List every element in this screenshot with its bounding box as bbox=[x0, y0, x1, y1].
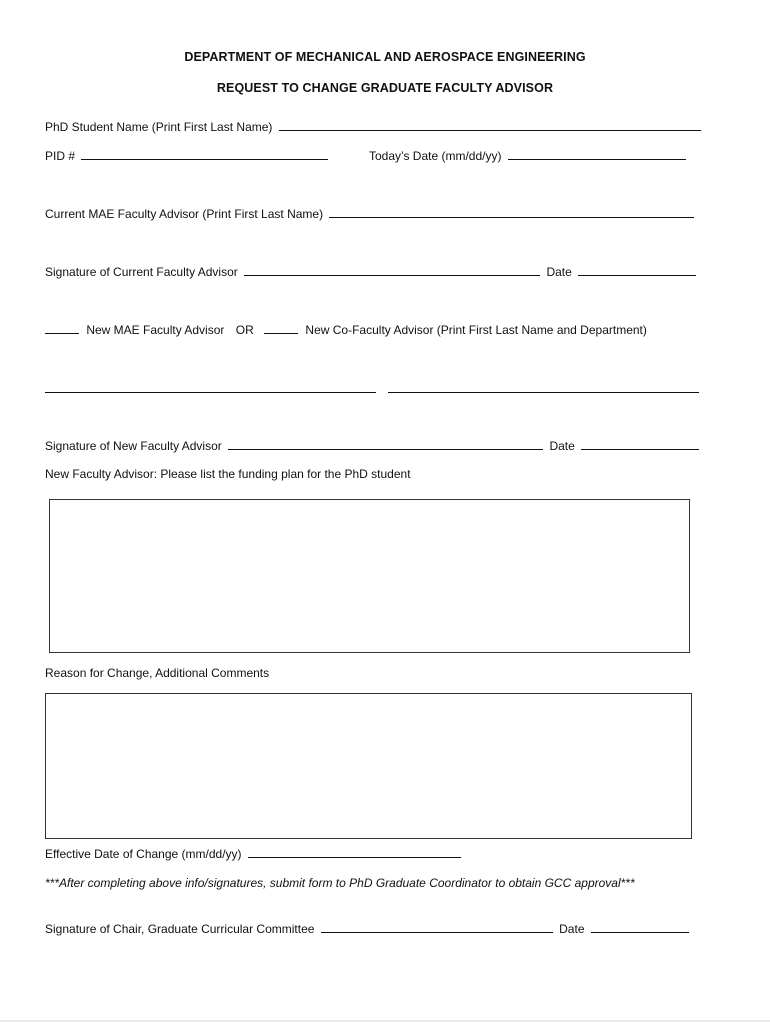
chair-signature-date-label: Date bbox=[559, 922, 585, 936]
new-signature-date-field[interactable] bbox=[581, 438, 699, 450]
chair-signature-date-field[interactable] bbox=[591, 921, 689, 933]
student-name-row bbox=[45, 119, 701, 134]
new-advisor-option-label: New MAE Faculty Advisor bbox=[86, 323, 225, 337]
or-label: OR bbox=[235, 323, 254, 337]
current-signature-date-label: Date bbox=[546, 265, 572, 279]
form-title: REQUEST TO CHANGE GRADUATE FACULTY ADVISOR bbox=[216, 81, 554, 95]
new-advisor-options-row bbox=[45, 322, 647, 337]
todays-date-field[interactable] bbox=[508, 148, 686, 160]
reason-label: Reason for Change, Additional Comments bbox=[45, 666, 270, 680]
effective-date-label: Effective Date of Change (mm/dd/yy) bbox=[45, 847, 242, 861]
current-signature-field[interactable] bbox=[244, 264, 540, 276]
student-name-label: PhD Student Name (Print First Last Name) bbox=[45, 120, 273, 134]
co-advisor-checkbox[interactable] bbox=[264, 322, 298, 334]
current-advisor-row bbox=[45, 206, 694, 221]
chair-signature-row bbox=[45, 921, 689, 936]
todays-date-row bbox=[369, 148, 686, 163]
new-signature-date-label: Date bbox=[549, 439, 575, 453]
new-signature-label: Signature of New Faculty Advisor bbox=[45, 439, 222, 453]
submission-instruction: ***After completing above info/signatures, submit form to PhD Graduate Coordinator to obtain GCC approval*** bbox=[45, 876, 635, 890]
new-advisor-department-field[interactable] bbox=[388, 392, 699, 393]
current-signature-label: Signature of Current Faculty Advisor bbox=[45, 265, 238, 279]
new-signature-field[interactable] bbox=[228, 438, 543, 450]
chair-signature-label: Signature of Chair, Graduate Curricular Committee bbox=[45, 922, 315, 936]
effective-date-field[interactable] bbox=[248, 846, 461, 858]
current-signature-date-field[interactable] bbox=[578, 264, 696, 276]
todays-date-label: Today’s Date (mm/dd/yy) bbox=[369, 149, 502, 163]
new-signature-row bbox=[45, 438, 699, 453]
student-name-field[interactable] bbox=[279, 119, 701, 131]
current-advisor-label: Current MAE Faculty Advisor (Print First Last Name) bbox=[45, 207, 324, 221]
current-signature-row bbox=[45, 264, 696, 279]
current-advisor-field[interactable] bbox=[329, 206, 694, 218]
pid-label: PID # bbox=[45, 149, 76, 163]
new-advisor-name-field[interactable] bbox=[45, 392, 376, 393]
page-bottom-edge bbox=[0, 1020, 770, 1022]
funding-plan-textbox[interactable] bbox=[49, 499, 690, 653]
effective-date-row bbox=[45, 846, 461, 861]
chair-signature-field[interactable] bbox=[321, 921, 553, 933]
department-heading: DEPARTMENT OF MECHANICAL AND AEROSPACE ENGINEERING bbox=[184, 50, 586, 64]
new-advisor-checkbox[interactable] bbox=[45, 322, 79, 334]
reason-textbox[interactable] bbox=[45, 693, 692, 839]
funding-plan-label: New Faculty Advisor: Please list the funding plan for the PhD student bbox=[45, 467, 411, 481]
pid-row bbox=[45, 148, 328, 163]
co-advisor-option-label: New Co-Faculty Advisor (Print First Last Name and Department) bbox=[305, 323, 647, 337]
pid-field[interactable] bbox=[81, 148, 328, 160]
